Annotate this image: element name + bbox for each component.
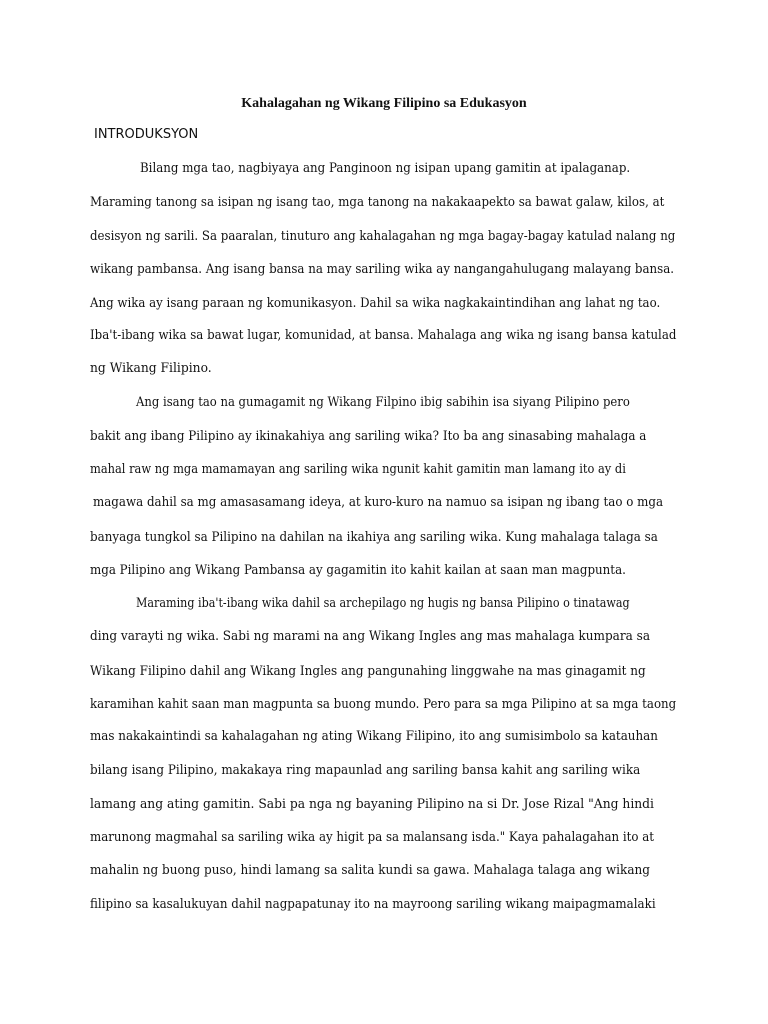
body-text-line: mahalin ng buong puso, hindi lamang sa salita kundi sa gawa. Mahalaga talaga ang wikang [90,863,650,878]
body-text-line: bakit ang ibang Pilipino ay ikinakahiya ang sariling wika? Ito ba ang sinasabing mahalaga a [90,429,647,444]
body-text-line: mahal raw ng mga mamamayan ang sariling wika ngunit kahit gamitin man lamang ito ay di [90,462,626,477]
section-heading: INTRODUKSYON [94,127,199,142]
body-text-line: marunong magmahal sa sariling wika ay higit pa sa malansang isda." Kaya pahalagahan ito at [90,830,655,845]
body-text-line: Bilang mga tao, nagbiyaya ang Panginoon ng isipan upang gamitin at ipalaganap. [140,161,631,176]
body-text-line: magawa dahil sa mg amasasamang ideya, at kuro-kuro na namuo sa isipan ng ibang tao o mga [93,495,664,510]
body-text-line: Maraming iba't-ibang wika dahil sa archepilago ng hugis ng bansa Pilipino o tinatawag [136,596,630,611]
body-text-line: ng Wikang Filipino. [90,361,212,376]
body-text-line: Iba't-ibang wika sa bawat lugar, komunidad, at bansa. Mahalaga ang wika ng isang bansa katulad [90,328,677,343]
body-text-line: bilang isang Pilipino, makakaya ring mapaunlad ang sariling bansa kahit ang sariling wika [90,763,641,778]
body-text-line: mas nakakaintindi sa kahalagahan ng ating Wikang Filipino, ito ang sumisimbolo sa katauhan [90,729,658,744]
body-text-line: Maraming tanong sa isipan ng isang tao, mga tanong na nakakaapekto sa bawat galaw, kilos, at [90,195,665,210]
document-title: Kahalagahan ng Wikang Filipino sa Edukasyon [241,96,527,111]
body-text-line: wikang pambansa. Ang isang bansa na may sariling wika ay nangangahulugang malayang bansa. [90,262,675,277]
body-text-line: lamang ang ating gamitin. Sabi pa nga ng bayaning Pilipino na si Dr. Jose Rizal "Ang hindi [90,797,654,812]
body-text-line: Ang wika ay isang paraan ng komunikasyon. Dahil sa wika nagkakaintindihan ang lahat ng tao. [90,296,661,311]
body-text-line: Wikang Filipino dahil ang Wikang Ingles ang pangunahing linggwahe na mas ginagamit ng [90,664,646,679]
body-text-line: karamihan kahit saan man magpunta sa buong mundo. Pero para sa mga Pilipino at sa mga taong [90,697,677,712]
body-text-line: Ang isang tao na gumagamit ng Wikang Filpino ibig sabihin isa siyang Pilipino pero [136,395,630,410]
body-text-line: filipino sa kasalukuyan dahil nagpapatunay ito na mayroong sariling wikang maipagmamalaki [90,897,656,912]
body-text-line: ding varayti ng wika. Sabi ng marami na ang Wikang Ingles ang mas mahalaga kumpara sa [90,629,651,644]
body-text-line: mga Pilipino ang Wikang Pambansa ay gagamitin ito kahit kailan at saan man magpunta. [90,563,626,578]
body-text-line: banyaga tungkol sa Pilipino na dahilan na ikahiya ang sariling wika. Kung mahalaga talaga sa [90,530,658,545]
body-text-line: desisyon ng sarili. Sa paaralan, tinuturo ang kahalagahan ng mga bagay-bagay katulad nalang ng [90,229,676,244]
